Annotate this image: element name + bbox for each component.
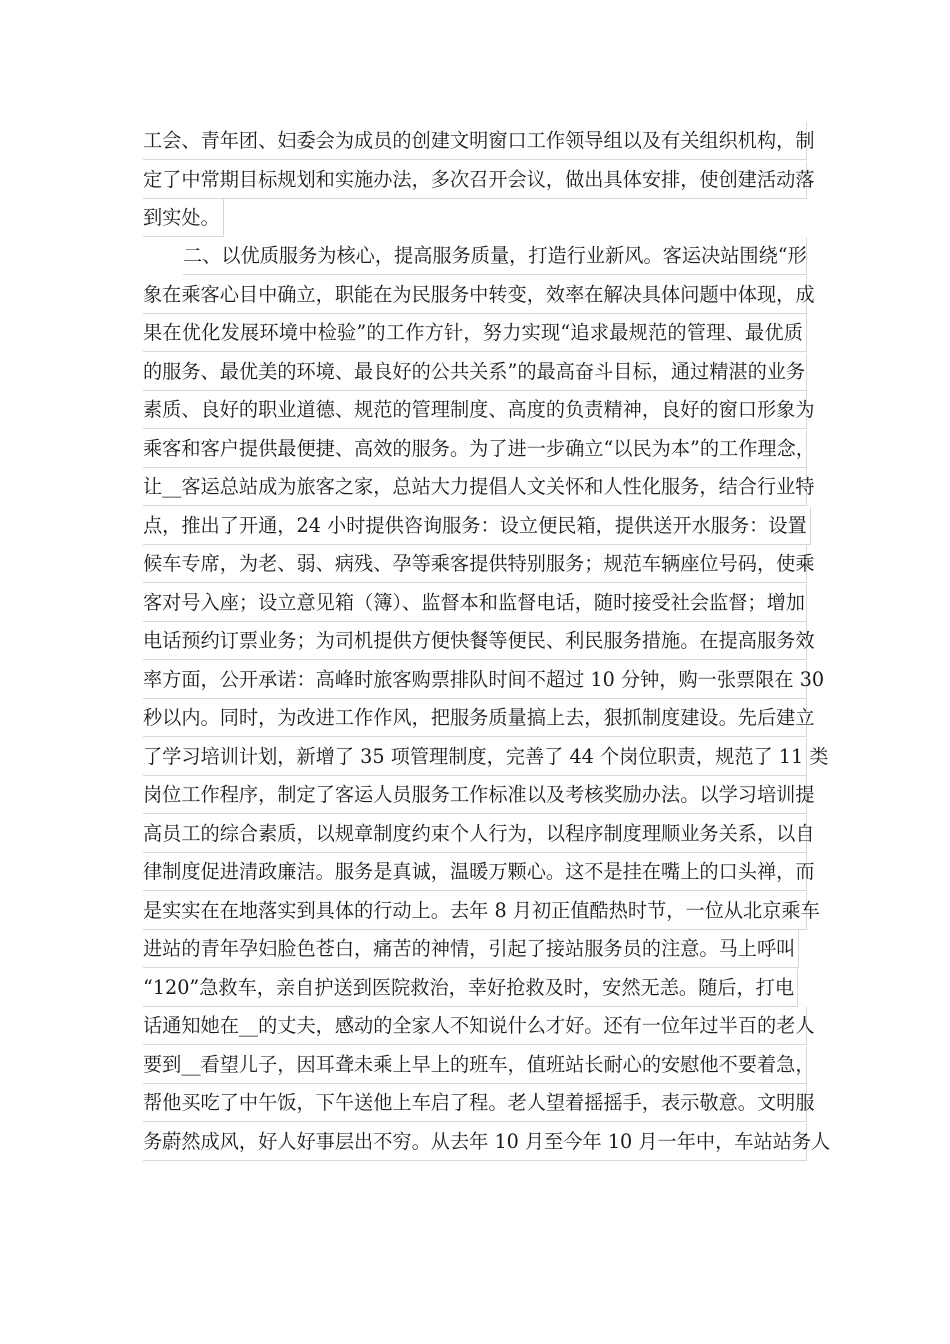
text-line: 要到__看望儿子，因耳聋未乘上早上的班车，值班站长耐心的安慰他不要着急， [143,1046,807,1085]
text-line: 电话预约订票业务；为司机提供方便快餐等便民、利民服务措施。在提高服务效 [143,622,807,661]
text-line: 象在乘客心目中确立，职能在为民服务中转变，效率在解决具体问题中体现，成 [143,276,807,315]
text-line: 务蔚然成风，好人好事层出不穷。从去年 10 月至今年 10 月一年中，车站站务人 [143,1123,807,1162]
text-line: 素质、良好的职业道德、规范的管理制度、高度的负责精神，良好的窗口形象为 [143,391,807,430]
text-line: 进站的青年孕妇脸色苍白，痛苦的神情，引起了接站服务员的注意。马上呼叫 [143,930,807,969]
text-line: 点，推出了开通，24 小时提供咨询服务：设立便民箱，提供送开水服务：设置 [143,507,807,546]
text-line: 了学习培训计划，新增了 35 项管理制度，完善了 44 个岗位职责，规范了 11 类 [143,738,807,777]
text-line: 话通知她在__的丈夫，感动的全家人不知说什么才好。还有一位年过半百的老人 [143,1007,807,1046]
text-line: 帮他买吃了中午饭，下午送他上车启了程。老人望着摇摇手，表示敬意。文明服 [143,1084,807,1123]
text-line: 客对号入座；设立意见箱（簿）、监督本和监督电话，随时接受社会监督；增加 [143,584,807,623]
text-line: 率方面，公开承诺：高峰时旅客购票排队时间不超过 10 分钟，购一张票限在 30 [143,661,807,700]
text-line: 律制度促进清政廉洁。服务是真诚，温暖万颗心。这不是挂在嘴上的口头禅，而 [143,853,807,892]
text-line: “120”急救车，亲自护送到医院救治，幸好抢救及时，安然无恙。随后，打电 [143,969,807,1008]
text-line: 二、以优质服务为核心，提高服务质量，打造行业新风。客运决站围绕“形 [143,237,807,276]
text-line: 是实实在在地落实到具体的行动上。去年 8 月初正值酷热时节，一位从北京乘车 [143,892,807,931]
text-line: 秒以内。同时，为改进工作作风，把服务质量搞上去，狠抓制度建设。先后建立 [143,699,807,738]
text-line: 工会、青年团、妇委会为成员的创建文明窗口工作领导组以及有关组织机构，制 [143,122,807,161]
text-line: 果在优化发展环境中检验”的工作方针，努力实现“追求最规范的管理、最优质 [143,314,807,353]
text-line: 候车专席，为老、弱、病残、孕等乘客提供特别服务；规范车辆座位号码，使乘 [143,545,807,584]
text-line: 定了中常期目标规划和实施办法，多次召开会议，做出具体安排，使创建活动落 [143,161,807,200]
text-line: 乘客和客户提供最便捷、高效的服务。为了进一步确立“以民为本”的工作理念， [143,430,807,469]
text-line: 到实处。 [143,199,807,238]
paragraph-1 [143,122,815,238]
text-line: 让__客运总站成为旅客之家，总站大力提倡人文关怀和人性化服务，结合行业特 [143,468,807,507]
text-line: 岗位工作程序，制定了客运人员服务工作标准以及考核奖励办法。以学习培训提 [143,776,807,815]
paragraph-2 [143,237,831,1161]
text-line: 高员工的综合素质，以规章制度约束个人行为，以程序制度理顺业务关系，以自 [143,815,807,854]
text-line: 的服务、最优美的环境、最良好的公共关系”的最高奋斗目标，通过精湛的业务 [143,353,807,392]
